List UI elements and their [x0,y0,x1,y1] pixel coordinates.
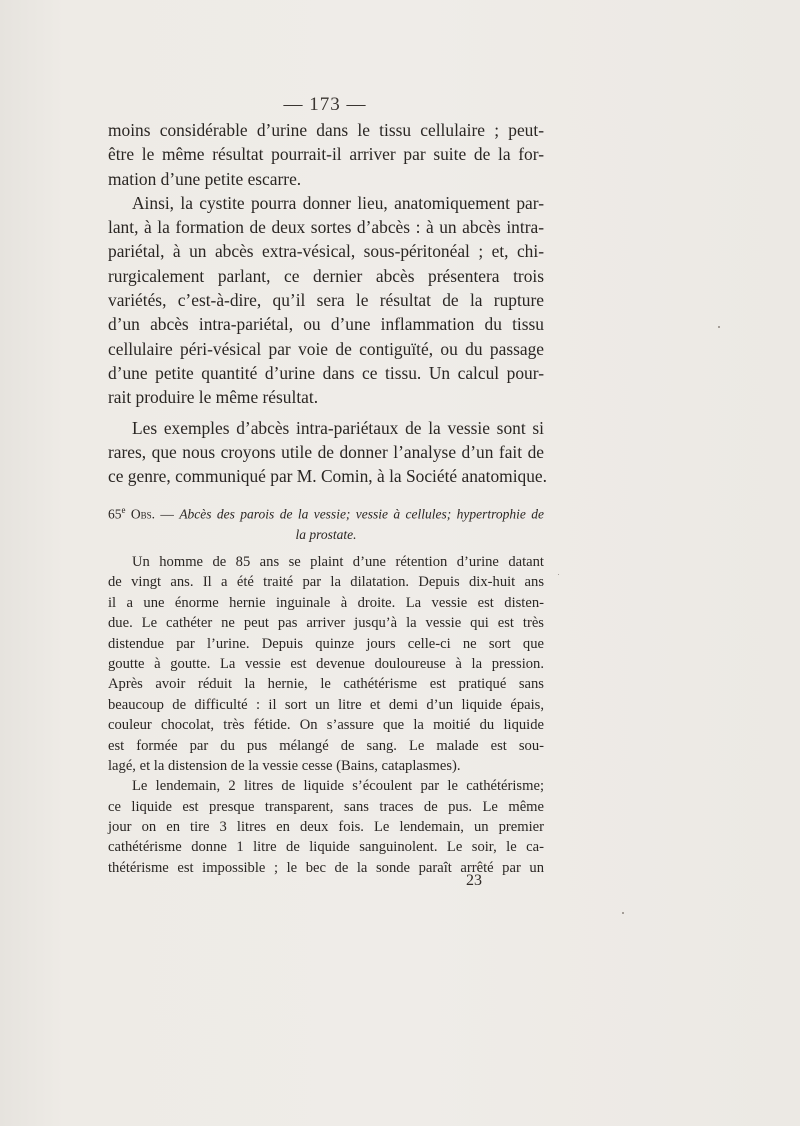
text-line: cellulaire péri-vésical par voie de contiguïté, ou du passage [108,338,544,359]
paragraph-1 [108,118,544,191]
text-line: variétés, c’est-à-dire, qu’il sera le résultat de la rupture [108,290,544,311]
text-line: d’une petite quantité d’urine dans ce tissu. Un calcul pour- [108,362,544,383]
paper-speck [622,912,624,914]
text-line: ce genre, communiqué par M. Comin, à la Société anatomique. [108,466,547,487]
observation-title-line [108,500,544,525]
text-line: thétérisme est impossible ; le bec de la sonde paraît arrêté par un [108,859,544,876]
observation-label: Obs. [130,506,156,522]
text-line: due. Le cathéter ne peut pas arriver jusqu’à la vessie qui est très [108,615,544,632]
page-number: — 173 — [283,94,367,115]
observation-heading [108,500,544,545]
text-line: rares, que nous croyons utile de donner l’analyse d’un fait de [108,441,544,462]
text-line: beaucoup de difficulté : il sort un litre et demi d’un liquide épais, [108,696,544,713]
signature-mark: 23 [466,872,482,889]
paper-speck [558,574,559,575]
text-line: pariétal, à un abcès extra-vésical, sous-péritonéal ; et, chi- [108,241,544,262]
text-line: cathétérisme donne 1 litre de liquide sanguinolent. Le soir, le ca- [108,839,544,856]
text-line: Les exemples d’abcès intra-pariétaux de la vessie sont si [132,417,544,438]
text-line: moins considérable d’urine dans le tissu cellulaire ; peut- [108,120,544,140]
observation-paragraph-1 [108,552,544,776]
text-line: Le lendemain, 2 litres de liquide s’écoulent par le cathétérisme; [132,778,544,795]
text-line: jour on en tire 3 litres en deux fois. Le lendemain, un premier [108,819,544,836]
paper-speck [718,326,720,328]
observation-dash: — [160,506,174,522]
paragraph-3 [108,416,547,489]
text-line: il a une énorme hernie inguinale à droite. La vessie est disten- [108,594,544,611]
text-line: distendue par l’urine. Depuis quinze jours celle-ci ne sort que [108,635,544,652]
text-line: Un homme de 85 ans se plaint d’une rétention d’urine datant [132,554,544,570]
observation-text-block [108,552,544,878]
text-line: rait produire le même résultat. [108,387,319,408]
text-line: Ainsi, la cystite pourra donner lieu, anatomiquement par- [132,192,544,213]
observation-title: Abcès des parois de la vessie; vessie à cellules; hypertrophie de [179,506,545,522]
observation-title-continuation: la prostate. [295,526,357,542]
text-line: goutte à goutte. La vessie est devenue douloureuse à la pression. [108,655,544,672]
text-line: d’un abcès intra-pariétal, ou d’une inflammation du tissu [108,314,544,335]
main-text-block [108,118,547,488]
observation-number: 65 [108,506,122,522]
text-line: rurgicalement parlant, ce dernier abcès présentera trois [108,265,544,286]
text-line: être le même résultat pourrait-il arriver par suite de la for- [108,144,544,165]
text-line: ce liquide est presque transparent, sans traces de pus. Le même [108,798,544,815]
text-line: couleur chocolat, très fétide. On s’assure que la moitié du liquide [108,717,544,734]
text-line: lant, à la formation de deux sortes d’abcès : à un abcès intra- [108,217,544,238]
observation-number-suffix: e [121,505,126,515]
text-line: de vingt ans. Il a été traité par la dilatation. Depuis dix-huit ans [108,574,544,591]
text-line: lagé, et la distension de la vessie cesse (Bains, cataplasmes). [108,757,461,774]
text-line: mation d’une petite escarre. [108,168,302,189]
text-line: Après avoir réduit la hernie, le cathétérisme est pratiqué sans [108,676,544,693]
paragraph-2 [108,191,544,410]
observation-paragraph-2 [108,776,544,878]
text-line: est formée par du pus mélangé de sang. Le malade est sou- [108,737,544,754]
